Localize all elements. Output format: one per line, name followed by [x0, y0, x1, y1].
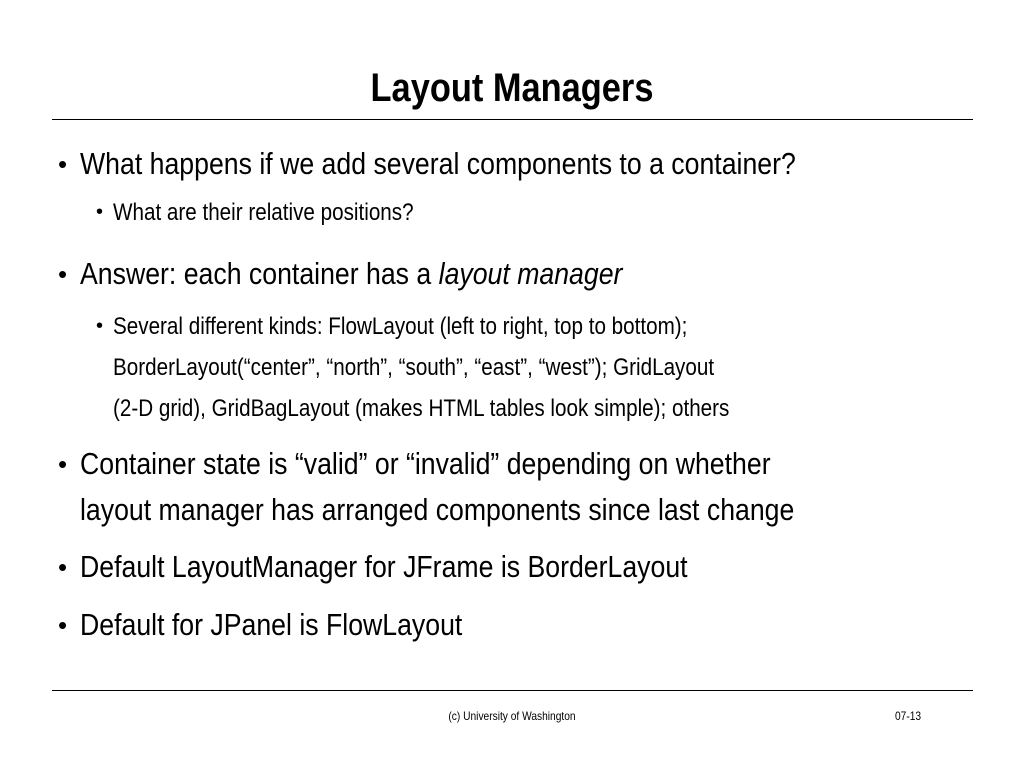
bullet-text: Default LayoutManager for JFrame is BorderLayout: [80, 549, 688, 584]
footer-divider: [52, 690, 973, 691]
sub-bullet-line: (2-D grid), GridBagLayout (makes HTML tables look simple); others: [113, 395, 730, 422]
title-divider: [52, 119, 973, 120]
bullet-glyph: •: [58, 610, 68, 640]
sub-bullet-line: BorderLayout(“center”, “north”, “south”, “east”, “west”); GridLayout: [113, 354, 715, 381]
bullet-text-prefix: Answer: each container has a: [80, 256, 439, 291]
bullet-glyph: •: [58, 449, 68, 479]
bullet-glyph: •: [58, 149, 68, 179]
bullet-glyph: •: [96, 201, 104, 223]
bullet-glyph: •: [58, 552, 68, 582]
bullet-text: Default for JPanel is FlowLayout: [80, 607, 463, 642]
slide-number: 07-13: [895, 709, 922, 723]
bullet-line: Container state is “valid” or “invalid” depending on whether: [80, 446, 771, 481]
bullet-line: layout manager has arranged components since last change: [80, 492, 795, 527]
bullet-text-emphasis: layout manager: [438, 256, 623, 291]
sub-bullet-line: Several different kinds: FlowLayout (left to right, top to bottom);: [113, 313, 688, 340]
bullet-glyph: •: [58, 259, 68, 289]
bullet-text: [80, 252, 622, 296]
footer-copyright: (c) University of Washington: [448, 709, 576, 723]
slide-title: Layout Managers: [370, 66, 654, 110]
sub-bullet-text: What are their relative positions?: [113, 199, 414, 226]
bullet-text: What happens if we add several components to a container?: [80, 146, 796, 181]
bullet-glyph: •: [96, 315, 104, 337]
